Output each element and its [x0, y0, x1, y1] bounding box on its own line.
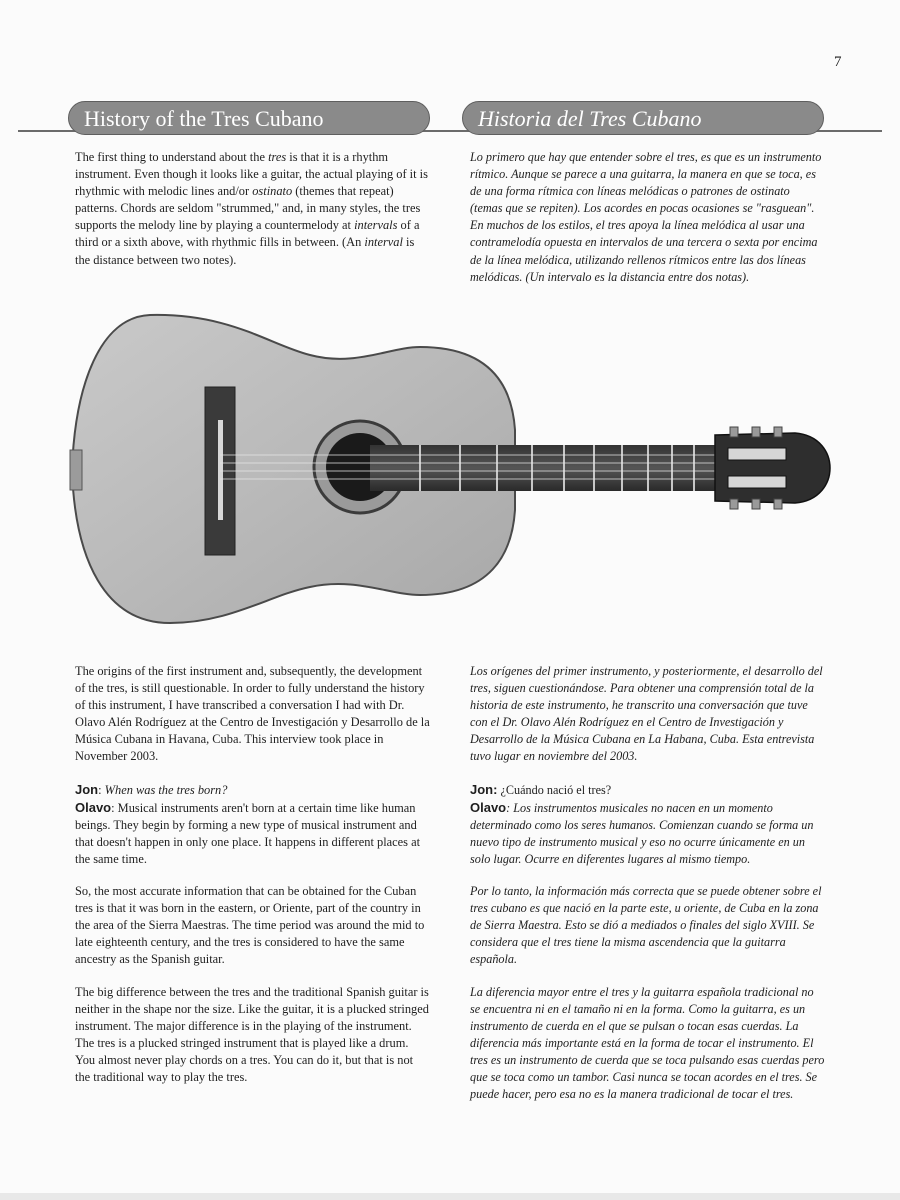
origins-paragraph-es: Los orígenes del primer instrumento, y posteriormente, el desarrollo del tres, siguen cuestionándose. Para obtener una comprensión total de la historia de este instrumento, he transcrito una conversación que tuve con el Dr. Olavo Alén Rodríguez en el Centro de Investigación y Desarrollo de la Música Cubana en La Habana, Cuba. Esta entrevista tuvo lugar en noviembre del 2003. — [470, 664, 823, 764]
interview-exchange: Jon: When was the tres born? Olavo: Musical instruments aren't born at a certain time like human beings. They begin by forming a new type of musical instrument and that doesn't happen in only one place. It happens in different places at the same time. — [75, 781, 421, 866]
interview-exchange-es: Jon: ¿Cuándo nació el tres? Olavo: Los instrumentos musicales no nacen en un momento determinado como los seres humanos. Comienzan cuando se forma un nuevo tipo de instrumento musical y eso no ocurre únicamente en un solo lugar. Ocurre en diferentes lugares al mismo tiempo. — [470, 781, 814, 866]
accurate-paragraph: So, the most accurate information that can be obtained for the Cuban tres is that it was born in the eastern, or Oriente, part of the country in the area of the Sierra Maestras. The time period was around the mid to late eighteenth century, and the tres is considered to have the same ancestry as the Spanish guitar. — [75, 884, 425, 967]
body-english — [75, 663, 430, 1101]
end-block — [70, 450, 82, 490]
difference-paragraph-es: La diferencia mayor entre el tres y la guitarra española tradicional no se encuentra ni en el tamaño ni en la forma. Como la guitarra, es un instrumento de cuerda en el que se pulsan o tocan esas cuerdas. La diferencia más importante está en la forma de tocar el instrumento. El tres es un instrumento de cuerda que se toca pulsando esas cuerdas pero que se toca como un tambor. Casi nunca se tocan acordes en el tres. Se puede hacer, pero esa no es la manera tradicional de tocar el tres. — [470, 984, 825, 1102]
english-title: History of the Tres Cubano — [68, 101, 430, 135]
intro-spanish: Lo primero que hay que entender sobre el tres, es que es un instrumento rítmico. Aunque se parece a una guitarra, la manera en que se toca, es de una forma rítmica con líneas melódicas o patrones de ostinato (temas que se repiten). Los acordes en pocas ocasiones se "rasguean". En muchos de los estilos, el tres apoya la línea melódica al usar una contramelodía opuesta en intervalos de una tercera o sexta por encima de la línea melódica, utilizando rellenos rítmicos entre las dos líneas melódicas. (Un intervalo es la distancia entre dos notas). — [470, 150, 822, 284]
tuner-slot-upper — [728, 448, 786, 460]
tres-guitar-illustration — [60, 305, 840, 635]
intro-english: The first thing to understand about the tres is that it is a rhythm instrument. Even though it looks like a guitar, the actual playing of it is rhythmic with melodic lines and/or ostinato (themes that repeat) patterns. Chords are seldom "strummed," and, in many styles, the tres supports the melody line by playing a countermelody at intervals of a third or a sixth above, with rhythmic fills in between. (An interval is the distance between two notes). — [75, 150, 428, 267]
difference-paragraph: The big difference between the tres and the traditional Spanish guitar is neither in the shape nor the size. Like the guitar, it is a plucked stringed instrument. The major difference is in the playing of the instrument. The tres is a plucked stringed instrument that is played like a drum. You almost never play chords on a tres. You can do it, but that is not the traditional way to play the tres. — [75, 984, 429, 1084]
page-bottom-edge — [0, 1193, 900, 1200]
spanish-title: Historia del Tres Cubano — [462, 101, 824, 135]
page-number: 7 — [834, 54, 842, 70]
accurate-paragraph-es: Por lo tanto, la información más correcta que se puede obtener sobre el tres cubano es que nació en la parte este, u oriente, de Cuba en la zona de Sierra Maestra. Esto se dió a mediados o finales del siglo XVIII. Se considera que el tres tiene la misma ascendencia que la guitarra española. — [470, 884, 822, 967]
body-spanish — [470, 663, 825, 1118]
saddle — [218, 420, 223, 520]
fretboard — [370, 445, 715, 491]
headstock — [715, 433, 830, 503]
origins-paragraph: The origins of the first instrument and, subsequently, the development of the tres, is still questionable. In order to fully understand the history of this instrument, I have transcribed a conversation I had with Dr. Olavo Alén Rodríguez at the Centro de Investigación y Desarrollo de la Música Cubana in Havana, Cuba. This interview took place in November 2003. — [75, 664, 430, 764]
tuner-slot-lower — [728, 476, 786, 488]
